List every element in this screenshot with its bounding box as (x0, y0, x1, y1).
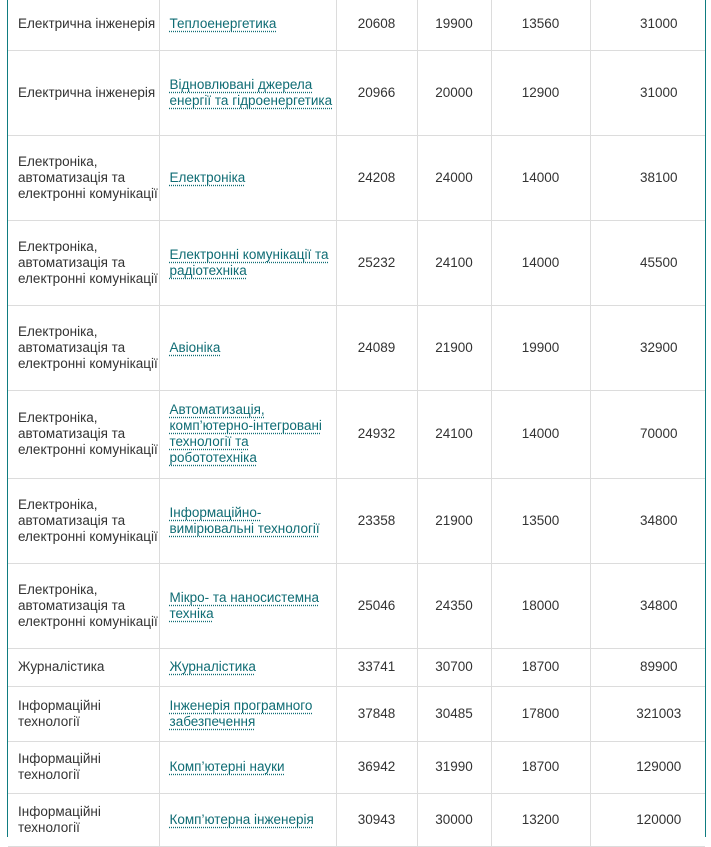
specialty-link[interactable]: Мікро- та наносистемна техніка (169, 589, 319, 621)
value-cell-1: 33741 (336, 648, 417, 686)
value-cell-2: 20000 (417, 50, 491, 135)
field-cell: Журналістика (8, 648, 159, 686)
table-row (8, 741, 705, 793)
specialty-cell (159, 793, 336, 846)
specialty-cell (159, 563, 336, 648)
value-cell-4: 31000 (590, 0, 705, 50)
specialty-cell (159, 50, 336, 135)
field-cell: Електроніка, автоматизація та електронні комунікації (8, 135, 159, 220)
table-row (8, 305, 705, 390)
value-cell-4: 89900 (590, 648, 705, 686)
value-cell-4: 34800 (590, 478, 705, 563)
value-cell-3: 17800 (491, 686, 590, 741)
value-cell-4: 70000 (590, 390, 705, 478)
value-cell-4: 31000 (590, 50, 705, 135)
value-cell-4: 38100 (590, 135, 705, 220)
value-cell-3: 18700 (491, 648, 590, 686)
value-cell-1: 25046 (336, 563, 417, 648)
table-row (8, 648, 705, 686)
table-row (8, 390, 705, 478)
value-cell-1: 24932 (336, 390, 417, 478)
table-row (8, 0, 705, 50)
value-cell-3: 13200 (491, 793, 590, 846)
value-cell-2: 24350 (417, 563, 491, 648)
specialty-link[interactable]: Електронні комунікації та радіотехніка (169, 246, 329, 278)
value-cell-2: 21900 (417, 478, 491, 563)
field-cell: Електрична інженерія (8, 0, 159, 50)
value-cell-3: 12900 (491, 50, 590, 135)
value-cell-4: 45500 (590, 220, 705, 305)
specialty-cell (159, 220, 336, 305)
field-cell: Електрична інженерія (8, 50, 159, 135)
value-cell-4: 32900 (590, 305, 705, 390)
value-cell-4: 321003 (590, 686, 705, 741)
table-row (8, 793, 705, 846)
field-cell: Інформаційні технології (8, 793, 159, 846)
specialty-link[interactable]: Інженерія програмного забезпечення (169, 697, 313, 729)
table-row (8, 478, 705, 563)
value-cell-2: 21900 (417, 305, 491, 390)
value-cell-3: 14000 (491, 220, 590, 305)
specialty-cell (159, 135, 336, 220)
field-cell: Електроніка, автоматизація та електронні комунікації (8, 390, 159, 478)
value-cell-3: 18700 (491, 741, 590, 793)
value-cell-1: 20966 (336, 50, 417, 135)
field-cell: Електроніка, автоматизація та електронні комунікації (8, 478, 159, 563)
value-cell-2: 24100 (417, 220, 491, 305)
specialty-cell (159, 390, 336, 478)
value-cell-3: 18000 (491, 563, 590, 648)
specialty-link[interactable]: Журналістика (169, 659, 256, 674)
specialty-cell (159, 478, 336, 563)
specialty-cell (159, 0, 336, 50)
field-cell: Інформаційні технології (8, 686, 159, 741)
value-cell-3: 14000 (491, 390, 590, 478)
value-cell-4: 129000 (590, 741, 705, 793)
value-cell-2: 19900 (417, 0, 491, 50)
value-cell-1: 23358 (336, 478, 417, 563)
value-cell-4: 120000 (590, 793, 705, 846)
specialty-link[interactable]: Комп’ютерні науки (169, 759, 285, 774)
value-cell-2: 30000 (417, 793, 491, 846)
value-cell-1: 24089 (336, 305, 417, 390)
value-cell-2: 24000 (417, 135, 491, 220)
table-body (8, 0, 705, 846)
value-cell-1: 24208 (336, 135, 417, 220)
table-row (8, 686, 705, 741)
value-cell-4: 34800 (590, 563, 705, 648)
field-cell: Електроніка, автоматизація та електронні комунікації (8, 563, 159, 648)
value-cell-1: 25232 (336, 220, 417, 305)
table-row (8, 135, 705, 220)
specialty-link[interactable]: Електроніка (169, 169, 246, 185)
specialty-cell (159, 648, 336, 686)
table-row (8, 220, 705, 305)
table-row (8, 563, 705, 648)
value-cell-1: 20608 (336, 0, 417, 50)
specialty-cell (159, 305, 336, 390)
value-cell-3: 14000 (491, 135, 590, 220)
field-cell: Електроніка, автоматизація та електронні комунікації (8, 220, 159, 305)
value-cell-3: 13560 (491, 0, 590, 50)
value-cell-2: 30485 (417, 686, 491, 741)
specialty-cell (159, 741, 336, 793)
field-cell: Інформаційні технології (8, 741, 159, 793)
value-cell-3: 19900 (491, 305, 590, 390)
value-cell-2: 24100 (417, 390, 491, 478)
value-cell-2: 30700 (417, 648, 491, 686)
specialty-cell (159, 686, 336, 741)
specialty-link[interactable]: Відновлювані джерела енергії та гідроенергетика (169, 76, 333, 108)
specialty-link[interactable]: Інформаційно-вимірювальні технології (169, 504, 320, 536)
specialty-link[interactable]: Автоматизація, комп’ютерно-інтегровані технології та робототехніка (169, 402, 322, 465)
specialty-link[interactable]: Комп’ютерна інженерія (169, 811, 314, 827)
value-cell-1: 36942 (336, 741, 417, 793)
right-accent-rule (705, 0, 706, 837)
specialty-link[interactable]: Авіоніка (169, 339, 221, 355)
value-cell-1: 37848 (336, 686, 417, 741)
value-cell-3: 13500 (491, 478, 590, 563)
field-cell: Електроніка, автоматизація та електронні комунікації (8, 305, 159, 390)
value-cell-2: 31990 (417, 741, 491, 793)
value-cell-1: 30943 (336, 793, 417, 846)
specialty-link[interactable]: Теплоенергетика (169, 16, 277, 32)
table-row (8, 50, 705, 135)
salary-table (8, 0, 705, 847)
